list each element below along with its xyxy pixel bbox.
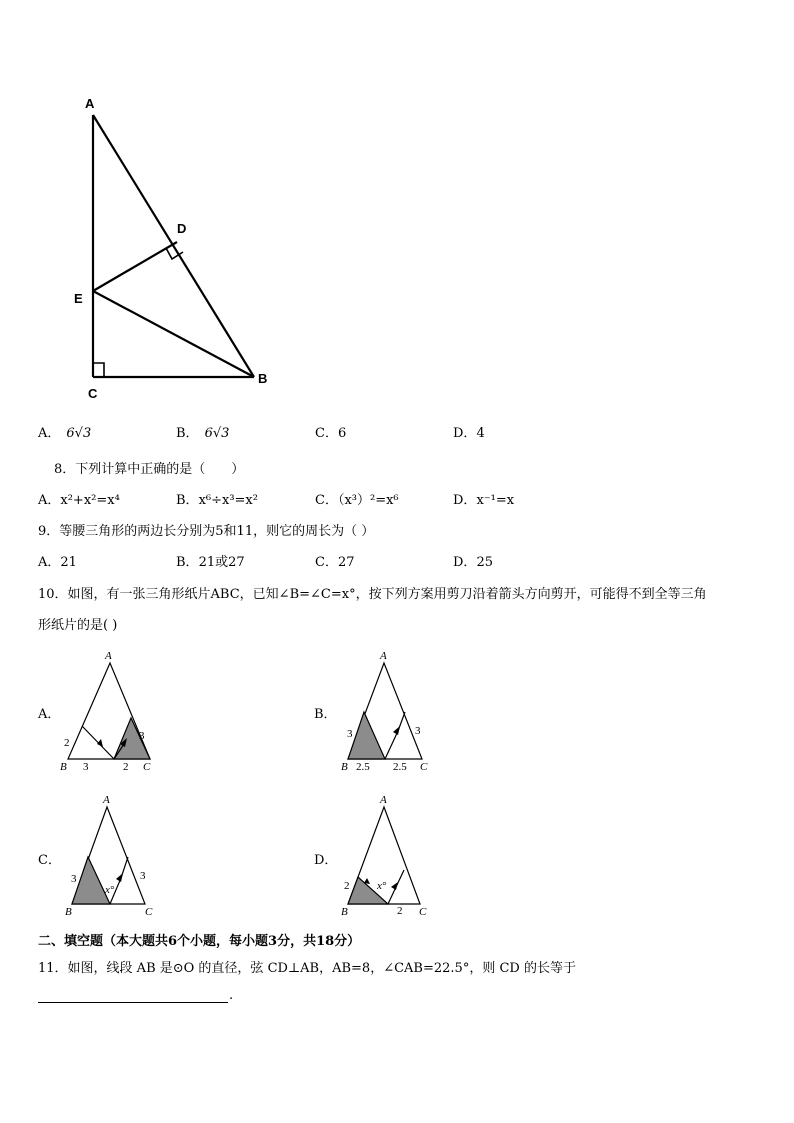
- q8-option-c: C．（x³）²=x⁶: [315, 493, 399, 508]
- c-angle-label: x°: [105, 884, 115, 896]
- q8-option-d: D．x⁻¹=x: [453, 493, 515, 508]
- c-vertex-B: B: [65, 906, 72, 918]
- d-angle-label: x°: [377, 880, 387, 892]
- q7-option-a: A． 6√3: [38, 426, 92, 441]
- q7-option-c: C．6: [315, 426, 347, 441]
- q11-stem: 11．如图，线段 AB 是⊙O 的直径，弦 CD⊥AB，AB=8，∠CAB=22.5°，则 CD 的长等于: [38, 961, 576, 976]
- q10-option-a-figure: [56, 646, 166, 776]
- b-vertex-C: C: [420, 761, 428, 773]
- d-vertex-B: B: [341, 906, 348, 918]
- d-vertex-C: C: [419, 906, 427, 918]
- q9-option-b: B．21或27: [176, 555, 245, 570]
- q8-stem: 8．下列计算中正确的是（ ）: [54, 462, 245, 477]
- c-len-2: 3: [140, 870, 146, 882]
- q9-option-a: A．21: [38, 555, 77, 570]
- q11-answer-blank[interactable]: [38, 1002, 228, 1003]
- a-vertex-A: A: [105, 650, 112, 662]
- c-vertex-A: A: [103, 794, 110, 806]
- q9-option-c: C．27: [315, 555, 355, 570]
- q7-option-b: B． 6√3: [176, 426, 230, 441]
- b-len-2: 3: [415, 725, 421, 737]
- section-2-title: 二、填空题（本大题共6个小题，每小题3分，共18分）: [38, 934, 361, 949]
- d-len-1: 2: [344, 880, 350, 892]
- c-len-1: 3: [71, 873, 77, 885]
- d-vertex-A: A: [380, 794, 387, 806]
- q9-stem: 9．等腰三角形的两边长分别为5和11，则它的周长为（ ）: [38, 524, 375, 539]
- b-len-4: 2.5: [393, 761, 407, 773]
- point-B-label: B: [258, 371, 268, 386]
- q11-tail: .: [229, 988, 234, 1003]
- b-vertex-B: B: [341, 761, 348, 773]
- q10-option-b-letter: B．: [314, 707, 337, 722]
- q10-stem-line2: 形纸片的是( ): [38, 618, 118, 633]
- a-vertex-B: B: [60, 761, 67, 773]
- q10-option-b-figure: [336, 646, 446, 776]
- q10-option-d-figure: [336, 790, 446, 920]
- b-vertex-A: A: [380, 650, 387, 662]
- b-len-3: 2.5: [356, 761, 370, 773]
- q8-option-a: A．x²+x²=x⁴: [38, 493, 120, 508]
- b-len-1: 3: [347, 728, 353, 740]
- q9-option-d: D．25: [453, 555, 493, 570]
- a-vertex-C: C: [143, 761, 151, 773]
- q10-option-c-figure: [60, 790, 170, 920]
- q7-figure: [60, 90, 290, 410]
- a-len-3: 2: [123, 761, 129, 773]
- q10-option-a-letter: A．: [38, 707, 61, 722]
- q10-stem-line1: 10．如图，有一张三角形纸片ABC，已知∠B=∠C=x°，按下列方案用剪刀沿着箭头方向剪开，可能得不到全等三角: [38, 587, 707, 602]
- q10-option-d-letter: D．: [314, 853, 338, 868]
- point-C-label: C: [88, 386, 98, 401]
- point-E-label: E: [74, 291, 83, 306]
- a-len-2: 3: [83, 761, 89, 773]
- a-len-4: 3: [139, 730, 145, 742]
- point-A-label: A: [85, 96, 95, 111]
- c-vertex-C: C: [145, 906, 153, 918]
- q8-option-b: B．x⁶÷x³=x²: [176, 493, 258, 508]
- q7-option-d: D．4: [453, 426, 485, 441]
- point-D-label: D: [177, 221, 187, 236]
- q10-option-c-letter: C．: [38, 853, 61, 868]
- a-len-1: 2: [64, 737, 70, 749]
- d-len-2: 2: [397, 905, 403, 917]
